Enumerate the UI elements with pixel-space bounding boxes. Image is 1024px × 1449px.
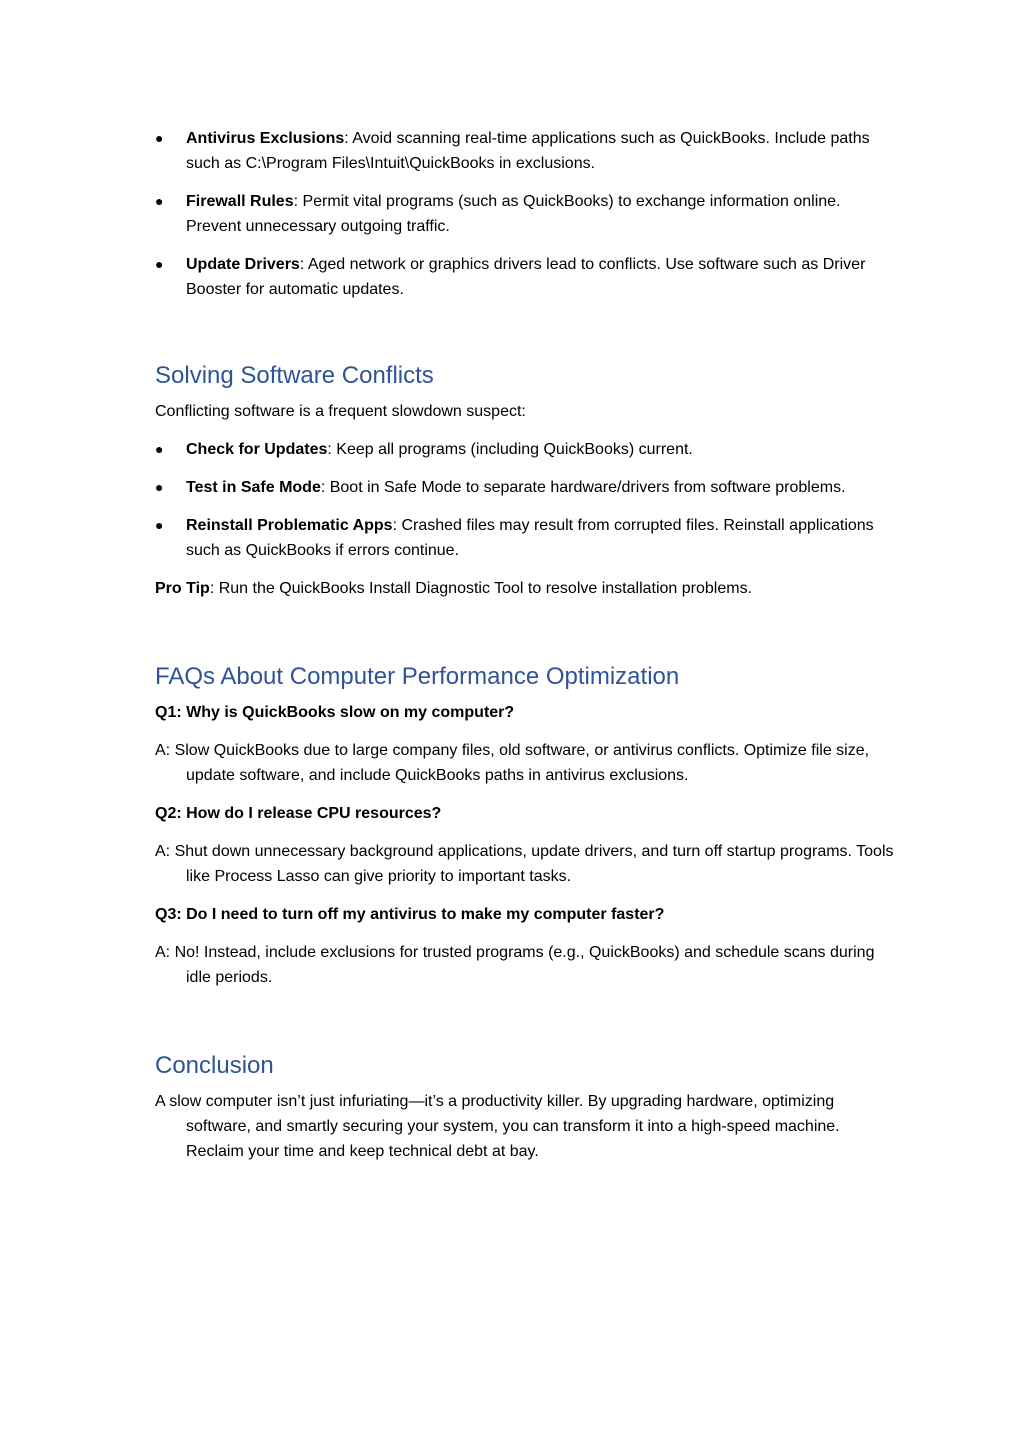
bullet-icon: ● bbox=[155, 130, 164, 146]
pro-tip-text: : Run the QuickBooks Install Diagnostic Tool to resolve installation problems. bbox=[209, 580, 753, 597]
faq-question: Q3: Do I need to turn off my antivirus to make my computer faster? bbox=[155, 906, 665, 923]
bullet-term: Update Drivers bbox=[186, 256, 300, 273]
faq-answer: A: No! Instead, include exclusions for trusted programs (e.g., QuickBooks) and schedule scans during idle periods. bbox=[155, 944, 875, 986]
bullet-term: Reinstall Problematic Apps bbox=[186, 517, 393, 534]
bullet-icon: ● bbox=[155, 479, 164, 495]
faq-answer: A: Shut down unnecessary background applications, update drivers, and turn off startup programs. Tools like Process Lasso can give priority to important tasks. bbox=[155, 843, 894, 885]
pro-tip-label: Pro Tip bbox=[155, 580, 210, 597]
bullet-icon: ● bbox=[155, 517, 164, 533]
bullet-term: Check for Updates bbox=[186, 441, 328, 458]
pro-tip bbox=[155, 576, 895, 601]
conflicts-bullet-list bbox=[155, 437, 895, 563]
bullet-text: : Permit vital programs (such as QuickBooks) to exchange information online. Prevent unnecessary outgoing traffic. bbox=[186, 193, 841, 235]
bullet-text: : Crashed files may result from corrupted files. Reinstall applications such as QuickBooks if errors continue. bbox=[186, 517, 874, 559]
faq-answer: A: Slow QuickBooks due to large company files, old software, or antivirus conflicts. Optimize file size, update software, and include QuickBooks paths in antivirus exclusions. bbox=[155, 742, 870, 784]
list-item bbox=[155, 126, 895, 176]
bullet-text: : Keep all programs (including QuickBooks) current. bbox=[327, 441, 693, 458]
bullet-icon: ● bbox=[155, 256, 164, 272]
bullet-icon: ● bbox=[155, 441, 164, 457]
bullet-term: Firewall Rules bbox=[186, 193, 294, 210]
security-bullet-list bbox=[155, 126, 895, 302]
bullet-text: : Avoid scanning real-time applications such as QuickBooks. Include paths such as C:\Program Files\Intuit\QuickBooks in exclusions. bbox=[186, 130, 870, 172]
list-item bbox=[155, 513, 895, 563]
section-heading-faqs: FAQs About Computer Performance Optimization bbox=[155, 663, 680, 690]
conclusion-text: A slow computer isn’t just infuriating—it’s a productivity killer. By upgrading hardware, optimizing software, and smartly securing your system, you can transform it into a high-speed machine. Reclaim your time and keep technical debt at bay. bbox=[155, 1093, 840, 1160]
list-item bbox=[155, 475, 895, 500]
document-page bbox=[155, 126, 895, 1177]
faq-question: Q1: Why is QuickBooks slow on my computer? bbox=[155, 704, 515, 721]
bullet-text: : Boot in Safe Mode to separate hardware/drivers from software problems. bbox=[320, 479, 846, 496]
list-item bbox=[155, 252, 895, 302]
bullet-term: Antivirus Exclusions bbox=[186, 130, 345, 147]
faq-question: Q2: How do I release CPU resources? bbox=[155, 805, 442, 822]
conflicts-intro: Conflicting software is a frequent slowdown suspect: bbox=[155, 403, 526, 420]
section-heading-conflicts: Solving Software Conflicts bbox=[155, 362, 434, 389]
section-heading-conclusion: Conclusion bbox=[155, 1052, 274, 1079]
list-item bbox=[155, 437, 895, 462]
bullet-icon: ● bbox=[155, 193, 164, 209]
list-item bbox=[155, 189, 895, 239]
bullet-text: : Aged network or graphics drivers lead to conflicts. Use software such as Driver Booster for automatic updates. bbox=[186, 256, 866, 298]
bullet-term: Test in Safe Mode bbox=[186, 479, 321, 496]
